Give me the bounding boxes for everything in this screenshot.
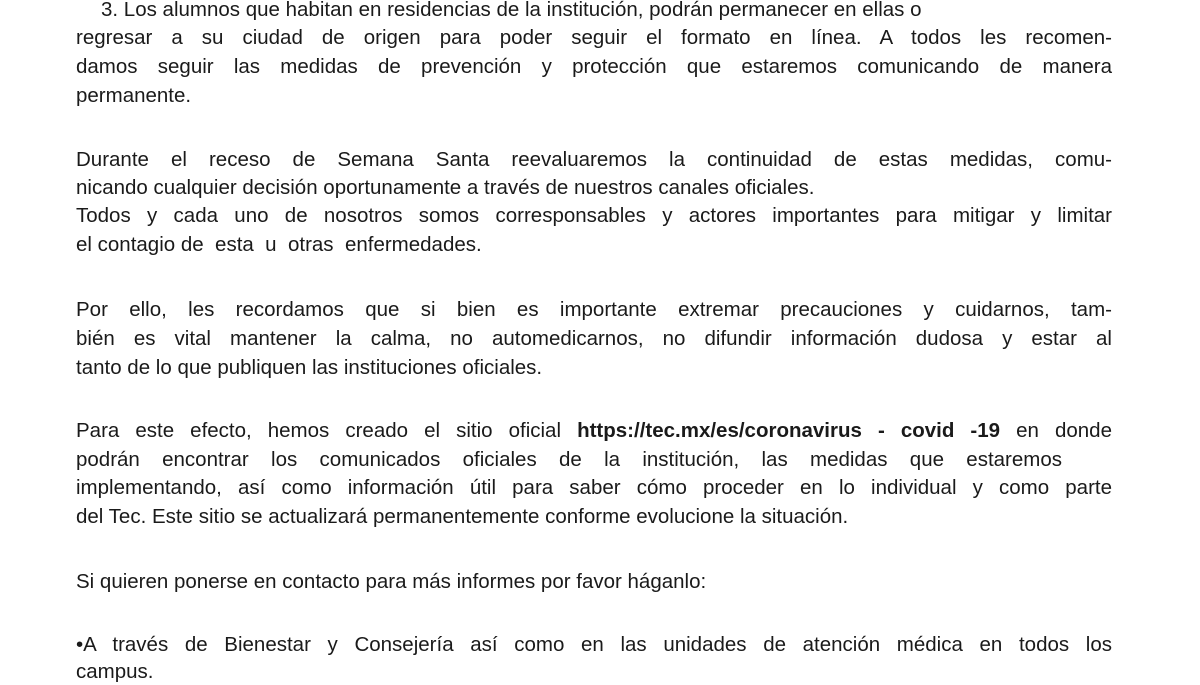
paragraph-sitio-oficial-line-1	[76, 418, 1112, 444]
paragraph-item-3-line-3: damos seguir las medidas de prevención y protección que estaremos comunicando de manera	[76, 55, 1112, 78]
paragraph-precauciones-line-2: bién es vital mantener la calma, no automedicarnos, no difundir información dudosa y estar al	[76, 327, 1112, 350]
paragraph-item-3-line-1: 3. Los alumnos que habitan en residencias de la institución, podrán permanecer en ellas o	[101, 0, 922, 21]
paragraph-item-3-line-4: permanente.	[76, 84, 192, 107]
paragraph-precauciones-line-3: tanto de lo que publiquen las instituciones oficiales.	[76, 356, 543, 379]
paragraph-semana-santa-line-2: nicando cualquier decisión oportunamente a través de nuestros canales oficiales.	[76, 176, 815, 199]
bullet-bienestar-line-2: campus.	[76, 660, 154, 683]
paragraph-semana-santa-line-1: Durante el receso de Semana Santa reevaluaremos la continuidad de estas medidas, comu-	[76, 148, 1112, 171]
paragraph-sitio-oficial-line-4: del Tec. Este sitio se actualizará permanentemente conforme evolucione la situación.	[76, 505, 849, 528]
paragraph-contacto-line-1: Si quieren ponerse en contacto para más informes por favor háganlo:	[76, 570, 707, 593]
paragraph-sitio-oficial-line-3: implementando, así como información útil para saber cómo proceder en lo individual y como parte	[76, 476, 1112, 499]
paragraph-item-3-line-2: regresar a su ciudad de origen para poder seguir el formato en línea. A todos les recomen-	[76, 26, 1112, 49]
sitio-prefix: Para este efecto, hemos creado el sitio oficial	[76, 419, 578, 442]
sitio-suffix: en donde	[1000, 419, 1112, 442]
paragraph-precauciones-line-1: Por ello, les recordamos que si bien es importante extremar precauciones y cuidarnos, tam-	[76, 298, 1112, 321]
covid-site-link[interactable]: https://tec.mx/es/coronavirus - covid -19	[577, 419, 1001, 442]
paragraph-semana-santa-line-4: el contagio de esta u otras enfermedades.	[76, 233, 482, 256]
bullet-bienestar-line-1: •A través de Bienestar y Consejería así como en las unidades de atención médica en todos los	[76, 633, 1112, 656]
paragraph-semana-santa-line-3: Todos y cada uno de nosotros somos corresponsables y actores importantes para mitigar y limitar	[76, 204, 1112, 227]
paragraph-sitio-oficial-line-2: podrán encontrar los comunicados oficiales de la institución, las medidas que estaremos	[76, 448, 1062, 471]
